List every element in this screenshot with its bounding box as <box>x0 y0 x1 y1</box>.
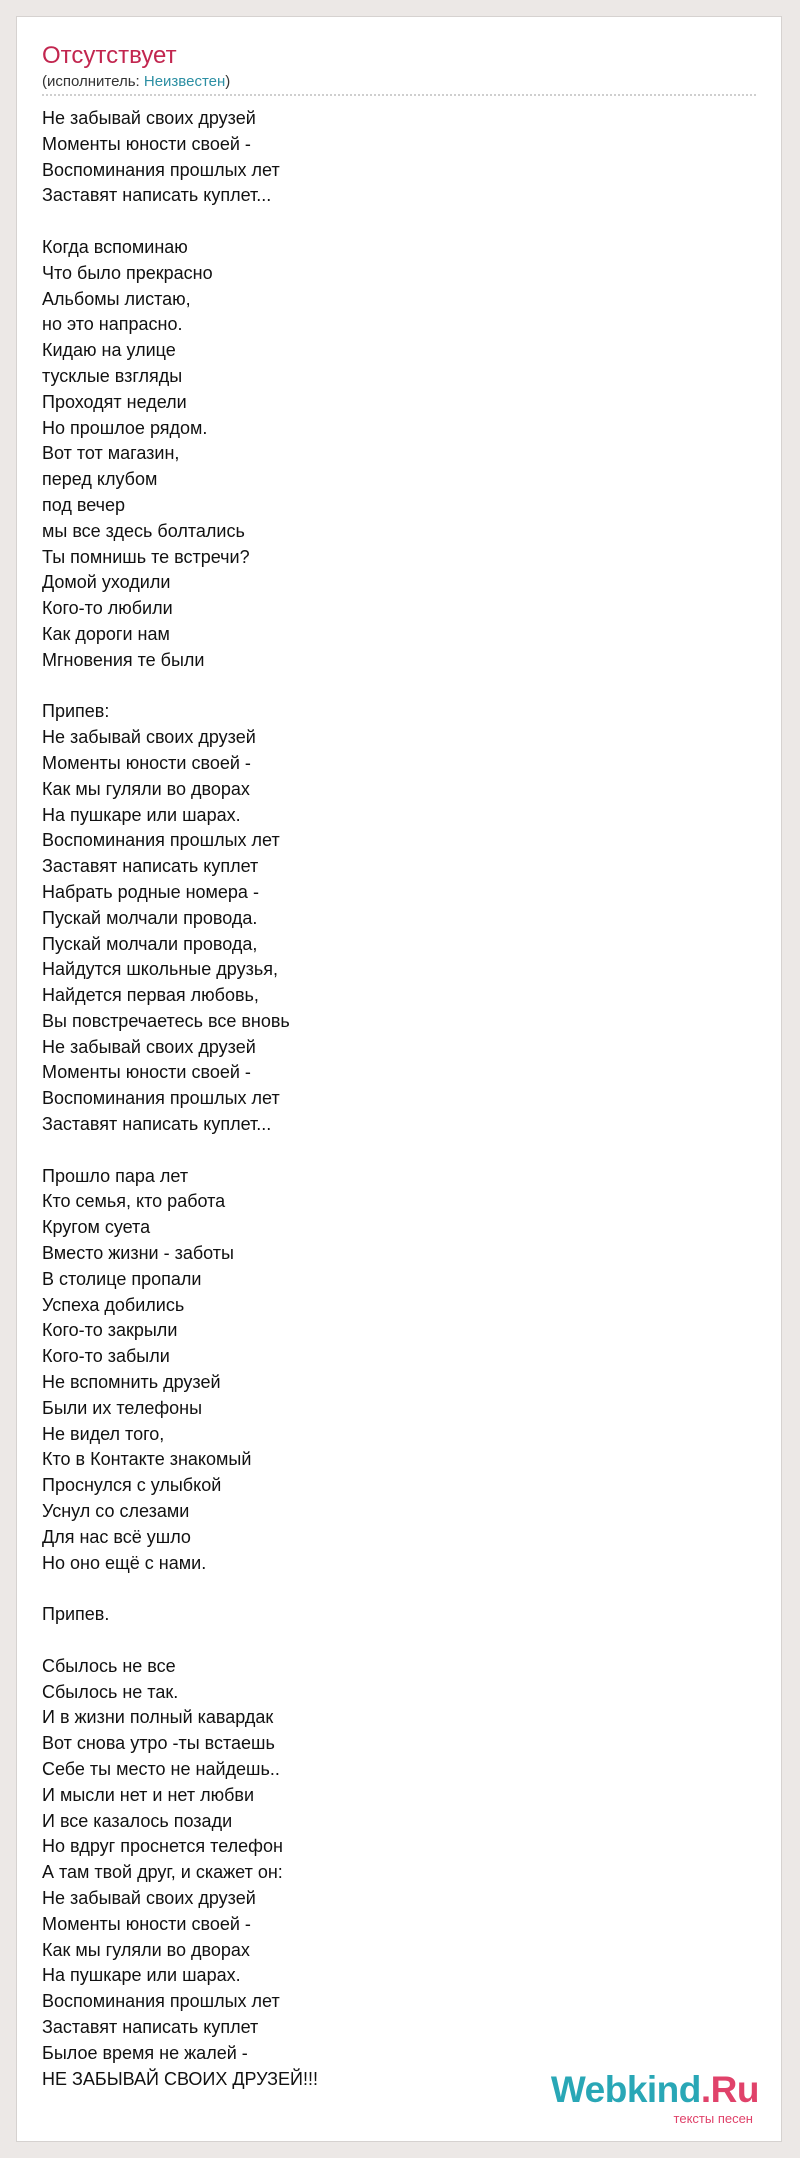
artist-line <box>42 72 230 92</box>
lyric-line: Но прошлое рядом. <box>42 417 208 438</box>
lyric-line: Как дороги нам <box>42 623 170 644</box>
logo-tld: .Ru <box>700 2069 759 2110</box>
lyric-line: Успеха добились <box>42 1294 185 1315</box>
lyric-line: Пускай молчали провода. <box>42 907 258 928</box>
lyric-line: Были их телефоны <box>42 1397 203 1418</box>
lyric-line: Но вдруг проснется телефон <box>42 1836 283 1857</box>
lyric-line: И мысли нет и нет любви <box>42 1784 254 1805</box>
lyric-line: Не вспомнить друзей <box>42 1372 221 1393</box>
lyric-line: Не забывай своих друзей <box>42 1887 256 1908</box>
lyric-line: Моменты юности своей - <box>42 752 251 773</box>
lyric-line: Моменты юности своей - <box>42 1913 251 1934</box>
lyric-line: тусклые взгляды <box>42 365 183 386</box>
lyric-line: Кругом суета <box>42 1217 151 1238</box>
lyric-line: Припев. <box>42 1604 110 1625</box>
lyric-line: Уснул со слезами <box>42 1501 190 1522</box>
lyric-line: Не видел того, <box>42 1423 165 1444</box>
lyric-line: НЕ ЗАБЫВАЙ СВОИХ ДРУЗЕЙ!!! <box>42 2068 318 2089</box>
lyric-line: Что было прекрасно <box>42 262 213 283</box>
lyric-line: Проснулся с улыбкой <box>42 1475 222 1496</box>
lyric-line: Кого-то любили <box>42 598 173 619</box>
lyric-line: Ты помнишь те встречи? <box>42 546 250 567</box>
lyric-line: Воспоминания прошлых лет <box>42 1088 280 1109</box>
lyric-line: В столице пропали <box>42 1268 202 1289</box>
lyric-line: Заставят написать куплет... <box>42 1114 272 1135</box>
lyric-line: И в жизни полный кавардак <box>42 1707 274 1728</box>
lyric-line: Пускай молчали провода, <box>42 933 258 954</box>
lyric-line: Моменты юности своей - <box>42 1062 251 1083</box>
lyric-line: И все казалось позади <box>42 1810 233 1831</box>
lyric-line: Как мы гуляли во дворах <box>42 1939 250 1960</box>
lyric-line: Вместо жизни - заботы <box>42 1243 234 1264</box>
lyric-line: Припев: <box>42 701 110 722</box>
logo-tagline: тексты песен <box>673 2111 753 2126</box>
lyric-line: На пушкаре или шарах. <box>42 804 241 825</box>
lyric-line: Вот снова утро -ты встаешь <box>42 1733 275 1754</box>
lyrics-card <box>16 16 782 2142</box>
lyric-line: Былое время не жалей - <box>42 2042 248 2063</box>
lyric-line: Воспоминания прошлых лет <box>42 1991 280 2012</box>
lyric-line: под вечер <box>42 494 126 515</box>
lyric-line: Набрать родные номера - <box>42 881 259 902</box>
lyric-line: Но оно ещё с нами. <box>42 1552 207 1573</box>
lyric-line: А там твой друг, и скажет он: <box>42 1862 283 1883</box>
lyric-line <box>42 1628 742 1654</box>
lyric-line: Не забывай своих друзей <box>42 1036 256 1057</box>
lyric-line: Прошло пара лет <box>42 1165 189 1186</box>
lyric-line: перед клубом <box>42 469 158 490</box>
dotted-divider <box>42 94 756 96</box>
logo-wordmark <box>551 2069 759 2111</box>
lyric-line: Не забывай своих друзей <box>42 108 256 128</box>
site-logo[interactable] <box>550 2069 759 2129</box>
lyric-line <box>42 209 742 235</box>
lyric-line: мы все здесь болтались <box>42 520 245 541</box>
lyric-line: Моменты юности своей - <box>42 133 251 154</box>
lyric-line: Мгновения те были <box>42 649 205 670</box>
lyric-line: Вот тот магазин, <box>42 443 180 464</box>
artist-suffix: ) <box>225 73 231 90</box>
lyric-line: Альбомы листаю, <box>42 288 191 309</box>
song-title: Отсутствует <box>42 42 177 69</box>
artist-link[interactable]: Неизвестен <box>143 73 226 90</box>
lyric-line: но это напрасно. <box>42 314 183 335</box>
lyric-line: Воспоминания прошлых лет <box>42 830 280 851</box>
lyric-line: Кидаю на улице <box>42 340 176 361</box>
artist-prefix: (исполнитель: <box>42 73 144 90</box>
lyric-line: Кто в Контакте знакомый <box>42 1449 252 1470</box>
lyric-line: Заставят написать куплет... <box>42 185 272 206</box>
lyric-line <box>42 1576 742 1602</box>
lyric-line: Кто семья, кто работа <box>42 1191 226 1212</box>
lyrics-text <box>42 106 742 2092</box>
lyric-line: Для нас всё ушло <box>42 1526 191 1547</box>
lyric-line: На пушкаре или шарах. <box>42 1965 241 1986</box>
lyric-line: Проходят недели <box>42 391 187 412</box>
lyric-line: Заставят написать куплет <box>42 2016 259 2037</box>
lyric-line: Вы повстречаетесь все вновь <box>42 1010 290 1031</box>
lyric-line: Найдется первая любовь, <box>42 985 259 1006</box>
lyric-line: Заставят написать куплет <box>42 856 259 877</box>
lyric-line <box>42 1138 742 1164</box>
lyric-line: Не забывай своих друзей <box>42 727 256 748</box>
lyric-line: Домой уходили <box>42 572 171 593</box>
lyric-line: Кого-то забыли <box>42 1346 170 1367</box>
lyric-line: Кого-то закрыли <box>42 1320 178 1341</box>
lyric-line: Когда вспоминаю <box>42 236 188 257</box>
lyric-line <box>42 674 742 700</box>
lyric-line: Как мы гуляли во дворах <box>42 778 250 799</box>
lyric-line: Сбылось не все <box>42 1655 176 1676</box>
lyric-line: Себе ты место не найдешь.. <box>42 1759 280 1779</box>
lyric-line: Найдутся школьные друзья, <box>42 959 278 980</box>
lyric-line: Воспоминания прошлых лет <box>42 159 280 180</box>
logo-name: Webkind <box>550 2069 701 2110</box>
lyric-line: Сбылось не так. <box>42 1681 179 1702</box>
